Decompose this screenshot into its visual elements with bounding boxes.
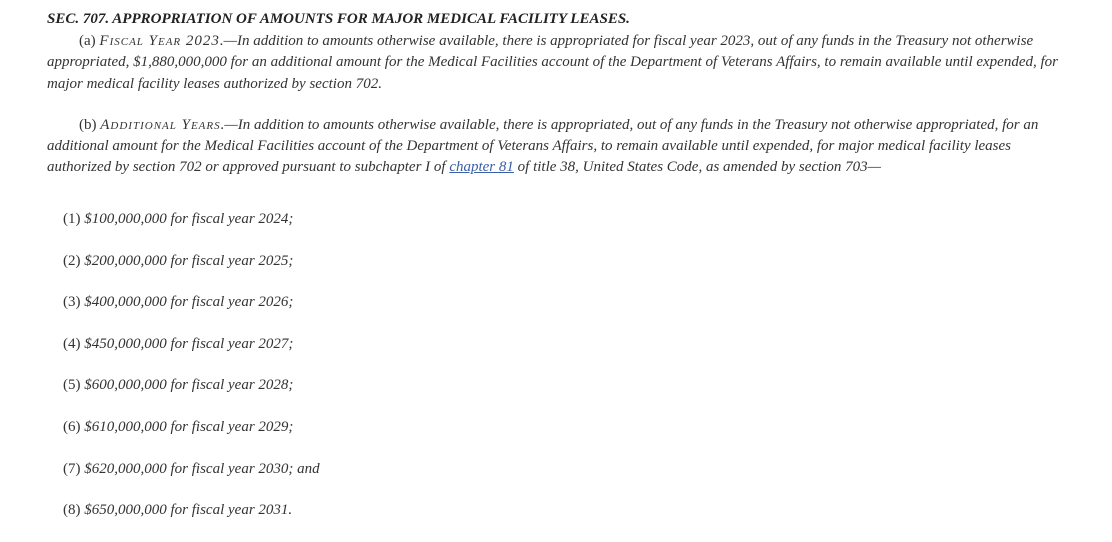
list-item-enum: (6)	[63, 418, 81, 435]
list-item	[63, 209, 320, 230]
list-item-text: $100,000,000 for fiscal year 2024;	[84, 211, 294, 227]
list-item-text: $610,000,000 for fiscal year 2029;	[84, 418, 294, 435]
list-item-enum: (5)	[63, 377, 81, 394]
subsection-a-text: In addition to amounts otherwise available, there is appropriated for fiscal year 2023, out of any funds in the Treasury not otherwise appropriated, $1,880,000,000 for an additional amount for the Medical Facilities account of the Department of Veterans Affairs, to remain available until expended, for major medical facility leases authorized by section 702.	[47, 33, 1058, 92]
subsection-b-caption-sep: .—	[220, 116, 238, 133]
list-item-enum: (7)	[63, 460, 81, 477]
list-item-enum: (3)	[63, 294, 81, 311]
chapter-81-link[interactable]: chapter 81	[449, 159, 514, 176]
list-item	[63, 375, 320, 396]
list-item-enum: (1)	[63, 211, 81, 227]
list-item	[63, 251, 320, 272]
list-item	[63, 500, 320, 521]
list-item	[63, 417, 320, 438]
subsection-a-caption-sep: .—	[219, 33, 237, 49]
list-item-text: $650,000,000 for fiscal year 2031.	[84, 502, 293, 519]
section-heading: SEC. 707. APPROPRIATION OF AMOUNTS FOR MAJOR MEDICAL FACILITY LEASES.	[47, 11, 630, 27]
list-item-text: $620,000,000 for fiscal year 2030; and	[84, 460, 320, 477]
list-item-enum: (8)	[63, 502, 81, 519]
list-item-text: $450,000,000 for fiscal year 2027;	[84, 335, 294, 352]
list-item-enum: (4)	[63, 335, 81, 352]
list-item-text: $400,000,000 for fiscal year 2026;	[84, 294, 294, 311]
document-body	[47, 9, 1077, 179]
subsection-a-enum: (a)	[79, 33, 96, 49]
list-item	[63, 459, 320, 480]
list-item-text: $200,000,000 for fiscal year 2025;	[84, 252, 294, 269]
subsection-a	[47, 31, 1077, 95]
subsection-b-text-before-link: In addition to amounts otherwise available, there is appropriated, out of any funds in the Treasury not otherwise appropriated, for an additional amount for the Medical Facilities account of the Department of Veterans Affairs, to remain available until expended, for major medical facility leases authorized by section 702 or approved pursuant to subchapter I of	[47, 116, 1039, 176]
list-item	[63, 292, 320, 313]
subsection-b-enum: (b)	[79, 116, 97, 133]
subsection-a-caption: Fiscal Year 2023	[99, 33, 220, 49]
subsection-b	[47, 115, 1077, 179]
subsection-b-text-after-link: of title 38, United States Code, as amended by section 703—	[513, 159, 881, 176]
list-item-text: $600,000,000 for fiscal year 2028;	[84, 377, 294, 394]
subsection-b-caption: Additional Years	[100, 116, 221, 133]
list-item	[63, 334, 320, 355]
appropriation-list	[63, 209, 320, 542]
list-item-enum: (2)	[63, 252, 81, 269]
